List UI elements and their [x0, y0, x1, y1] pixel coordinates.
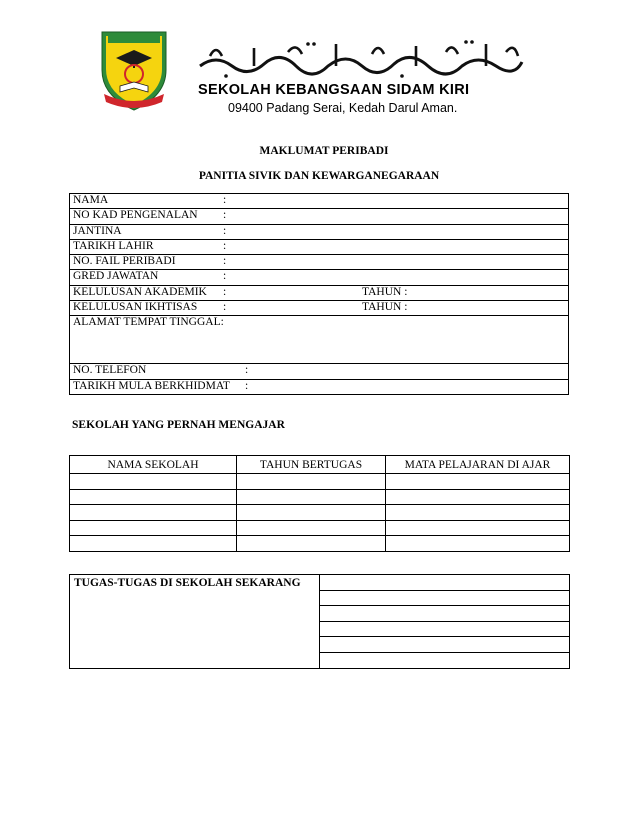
- page-title: MAKLUMAT PERIBADI: [259, 145, 389, 157]
- colon: :: [223, 209, 227, 222]
- jawi-school-name: [196, 36, 526, 82]
- label-nama: NAMA: [73, 194, 109, 206]
- colon: :: [245, 379, 249, 392]
- label-ikhtisas: KELULUSAN IKHTISAS: [73, 301, 198, 314]
- colon: :: [223, 270, 227, 283]
- page-subtitle: PANITIA SIVIK DAN KEWARGANEGARAAN: [198, 170, 440, 182]
- duties-table: [69, 574, 570, 669]
- schools-table: [69, 455, 570, 552]
- table-row: [70, 520, 570, 536]
- colon: :: [223, 239, 227, 252]
- year-cell[interactable]: [237, 489, 386, 505]
- duties-title: TUGAS-TUGAS DI SEKOLAH SEKARANG: [70, 575, 320, 669]
- table-row: [70, 474, 570, 490]
- table-row: [70, 489, 570, 505]
- colon: :: [223, 224, 227, 237]
- label-gred: GRED JAWATAN: [73, 270, 159, 283]
- label-alamat: ALAMAT TEMPAT TINGGAL:: [73, 316, 224, 329]
- duty-cell[interactable]: [320, 575, 570, 591]
- school-cell[interactable]: [70, 489, 237, 505]
- colon: :: [223, 194, 227, 206]
- school-crest-logo: [96, 28, 172, 112]
- info-row-alamat: [70, 316, 569, 364]
- year-cell[interactable]: [237, 536, 386, 552]
- duty-cell[interactable]: [320, 637, 570, 653]
- school-header: [92, 26, 562, 114]
- school-cell[interactable]: [70, 505, 237, 521]
- info-row-telefon: [70, 364, 569, 379]
- info-row-jantina: [70, 224, 569, 239]
- school-address: 09400 Padang Serai, Kedah Darul Aman.: [228, 101, 458, 115]
- year-cell[interactable]: [237, 474, 386, 490]
- info-row-tarikh-lahir: [70, 239, 569, 254]
- table-row: [70, 536, 570, 552]
- col-header-subject: MATA PELAJARAN DI AJAR: [386, 456, 570, 474]
- table-row: [70, 575, 570, 591]
- colon: :: [245, 364, 249, 377]
- subject-cell[interactable]: [386, 505, 570, 521]
- info-row-nama: [70, 194, 569, 209]
- school-name: SEKOLAH KEBANGSAAN SIDAM KIRI: [198, 82, 470, 98]
- tahun-label: TAHUN :: [362, 301, 408, 314]
- col-header-school: NAMA SEKOLAH: [70, 456, 237, 474]
- info-row-akademik: [70, 285, 569, 300]
- colon: :: [223, 255, 227, 268]
- school-cell[interactable]: [70, 536, 237, 552]
- colon: :: [223, 285, 227, 298]
- subject-cell[interactable]: [386, 520, 570, 536]
- subject-cell[interactable]: [386, 474, 570, 490]
- info-row-mula: [70, 379, 569, 394]
- label-telefon: NO. TELEFON: [73, 364, 147, 377]
- label-mula: TARIKH MULA BERKHIDMAT: [73, 379, 230, 392]
- info-row-fail: [70, 255, 569, 270]
- label-fail: NO. FAIL PERIBADI: [73, 255, 176, 268]
- colon: :: [223, 301, 227, 314]
- duty-cell[interactable]: [320, 606, 570, 622]
- col-header-year: TAHUN BERTUGAS: [237, 456, 386, 474]
- schools-header-row: [70, 456, 570, 474]
- label-ic: NO KAD PENGENALAN: [73, 209, 198, 222]
- year-cell[interactable]: [237, 505, 386, 521]
- duty-cell[interactable]: [320, 590, 570, 606]
- tahun-label: TAHUN :: [362, 285, 408, 298]
- year-cell[interactable]: [237, 520, 386, 536]
- schools-section-title: SEKOLAH YANG PERNAH MENGAJAR: [72, 419, 285, 431]
- personal-info-table: [69, 193, 569, 395]
- school-cell[interactable]: [70, 474, 237, 490]
- info-row-gred: [70, 270, 569, 285]
- info-row-ikhtisas: [70, 301, 569, 316]
- info-row-ic: [70, 209, 569, 224]
- subject-cell[interactable]: [386, 536, 570, 552]
- duty-cell[interactable]: [320, 621, 570, 637]
- label-tarikh-lahir: TARIKH LAHIR: [73, 239, 154, 252]
- table-row: [70, 505, 570, 521]
- school-cell[interactable]: [70, 520, 237, 536]
- duty-cell[interactable]: [320, 652, 570, 668]
- subject-cell[interactable]: [386, 489, 570, 505]
- label-jantina: JANTINA: [73, 224, 122, 237]
- label-akademik: KELULUSAN AKADEMIK: [73, 285, 207, 298]
